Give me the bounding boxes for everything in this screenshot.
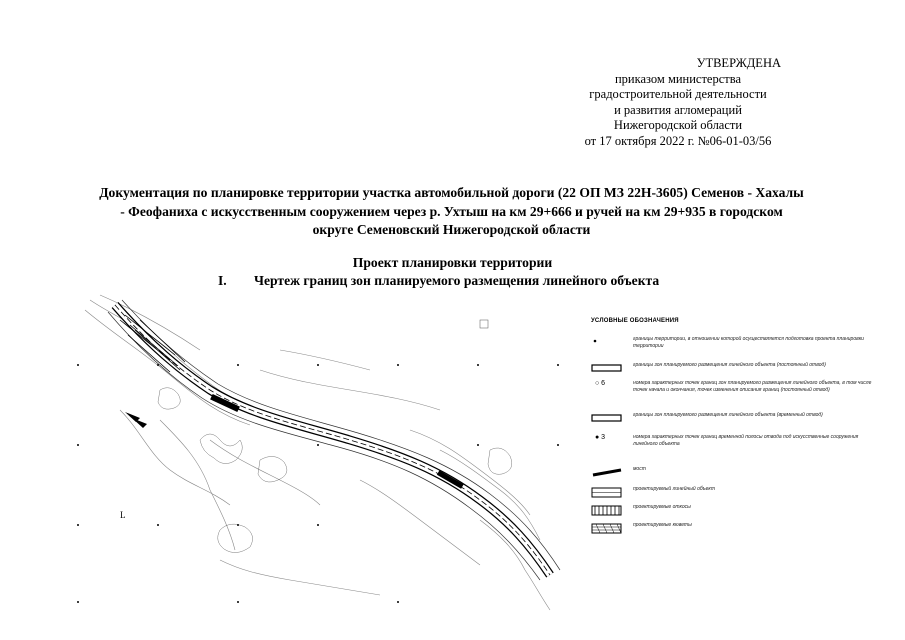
legend-item xyxy=(591,380,881,400)
dot-icon xyxy=(591,336,623,350)
legend-text: номера характерных точек границ временной полосы отвода под искусственные сооружения линейного объекта xyxy=(633,434,859,447)
road-icon xyxy=(591,486,623,500)
document-title-line: Документация по планировке территории участка автомобильной дороги (22 ОП МЗ 22Н-3605) Семенов - Хахалы xyxy=(99,185,804,200)
double-line-icon xyxy=(591,362,623,376)
hatched-icon xyxy=(591,504,623,518)
approval-line: приказом министерства xyxy=(614,71,742,86)
terrain-patches xyxy=(158,388,512,553)
circle-number-icon: ○ 6 xyxy=(595,380,606,387)
legend xyxy=(591,318,891,528)
legend-item xyxy=(591,412,881,432)
legend-text: проектируемые откосы xyxy=(633,504,691,510)
legend-text: проектируемый линейный объект xyxy=(633,486,715,492)
legend-item xyxy=(591,466,881,486)
legend-text: номера характерных точек границ зон планируемого размещения линейного объекта, в том числе точек начала и окончания, точек изменения описания границ (постоянный отвод) xyxy=(633,380,872,393)
bridge-icon xyxy=(591,466,623,480)
section-title: Чертеж границ зон планируемого размещения линейного объекта xyxy=(254,273,660,288)
double-line-icon xyxy=(591,412,623,426)
legend-text: мост xyxy=(633,466,646,472)
section-number: I. xyxy=(218,273,227,288)
approval-header: УТВЕРЖДЕНА xyxy=(696,56,781,70)
legend-text: границы зон планируемого размещения линейного объекта (постоянный отвод) xyxy=(633,362,826,368)
legend-item xyxy=(591,434,881,454)
legend-text: границы зон планируемого размещения линейного объекта (временный отвод) xyxy=(633,412,823,418)
legend-item xyxy=(591,504,881,524)
cross-hatched-icon xyxy=(591,522,623,536)
document-title xyxy=(50,184,853,240)
legend-text: границы территории, в отношении которой осуществляется подготовка проекта планировки территории xyxy=(633,336,864,349)
approval-line: градостроительной деятельности xyxy=(589,87,767,102)
approval-line: от 17 октября 2022 г. №06-01-03/56 xyxy=(584,133,772,148)
road-corridor xyxy=(108,300,560,580)
approval-block xyxy=(503,56,803,150)
legend-item xyxy=(591,522,881,542)
approval-line: и развития агломераций xyxy=(614,102,742,117)
dot-number-icon: ● 3 xyxy=(595,434,606,441)
approval-line: Нижегородской области xyxy=(613,118,743,133)
legend-text: проектируемые кюветы xyxy=(633,522,692,528)
legend-item xyxy=(591,486,881,506)
section-heading xyxy=(218,273,659,289)
planning-map xyxy=(60,290,580,620)
document-title-line: - Феофаниха с искусственным сооружением через р. Ухтыш на км 29+666 и ручей на км 29+935 в городском xyxy=(120,203,783,219)
legend-title: УСЛОВНЫЕ ОБОЗНАЧЕНИЯ xyxy=(591,318,679,324)
document-title-line: округе Семеновский Нижегородской области xyxy=(312,222,591,237)
arrow-marks xyxy=(125,412,147,428)
legend-item xyxy=(591,336,881,356)
map-frame-mark xyxy=(480,320,488,328)
legend-item xyxy=(591,362,881,382)
point-markers xyxy=(77,364,559,603)
project-subtitle: Проект планировки территории xyxy=(352,255,553,270)
map-label: L xyxy=(120,510,126,520)
